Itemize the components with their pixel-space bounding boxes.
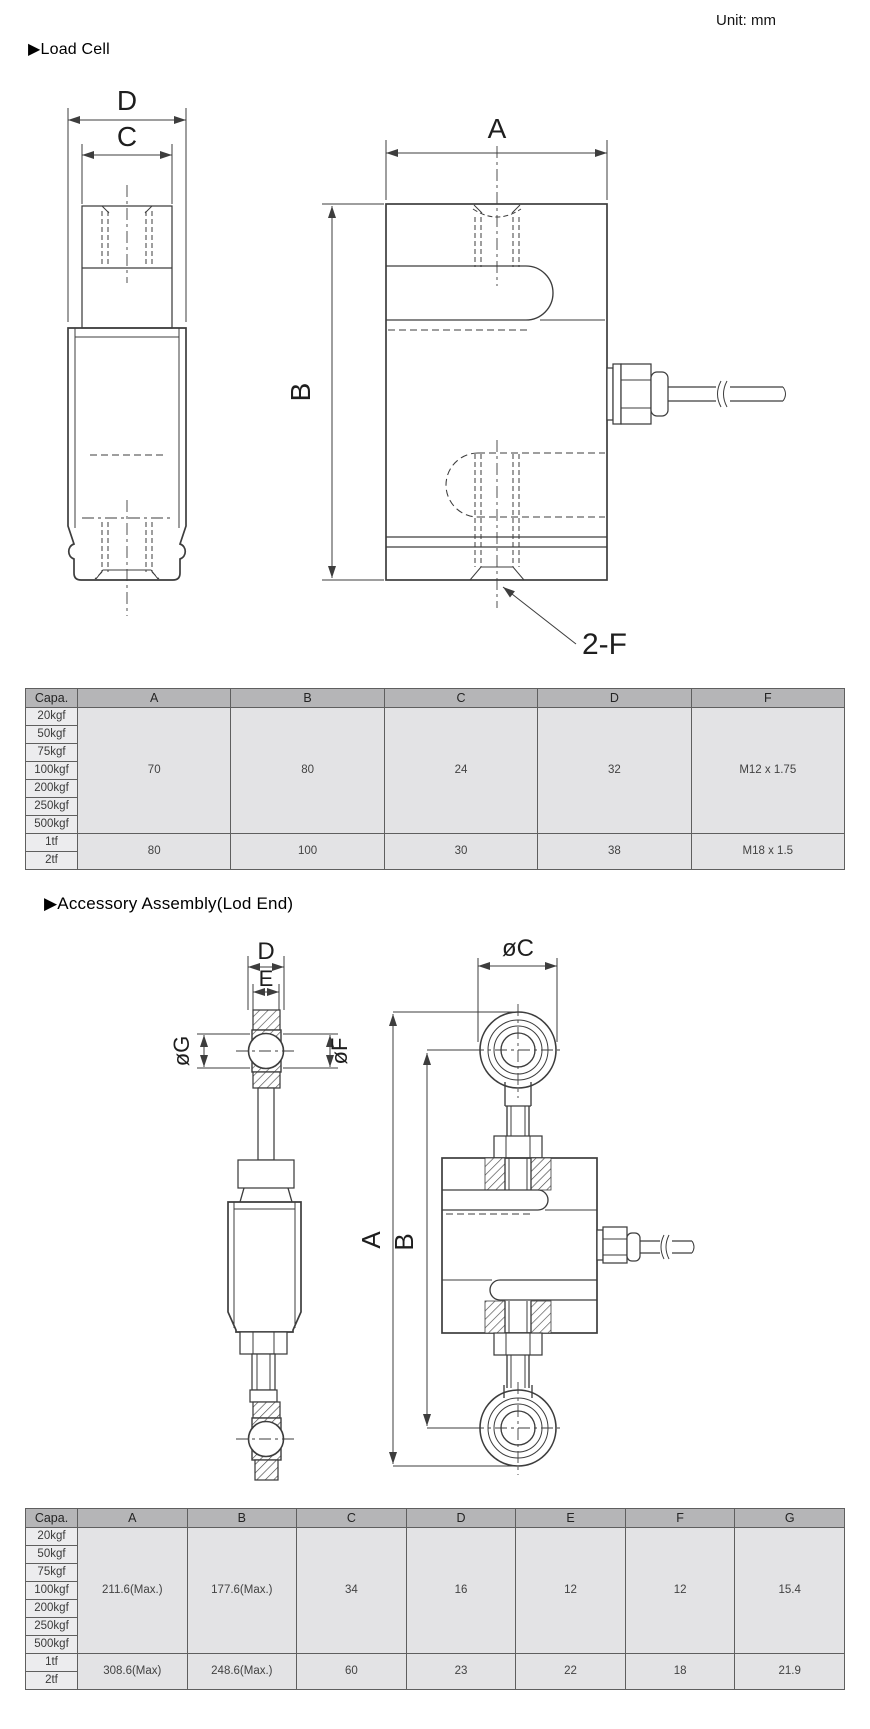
value-cell: 177.6(Max.) — [187, 1528, 297, 1654]
header-cell: D — [538, 689, 691, 708]
accessory-assembly-drawing — [0, 930, 870, 1502]
capacity-cell: 250kgf — [26, 1618, 78, 1636]
value-cell: 80 — [78, 834, 231, 870]
header-cell: C — [297, 1509, 407, 1528]
cable-gland — [597, 1227, 694, 1263]
value-cell: 18 — [625, 1654, 735, 1690]
capacity-cell: 500kgf — [26, 1636, 78, 1654]
capacity-cell: 50kgf — [26, 1546, 78, 1564]
header-cell: Capa. — [26, 689, 78, 708]
load-cell-dimensions-table — [25, 688, 845, 870]
value-cell: 308.6(Max) — [78, 1654, 188, 1690]
capacity-cell: 75kgf — [26, 744, 78, 762]
dim-label-a: A — [487, 113, 507, 144]
value-cell: 38 — [538, 834, 691, 870]
value-cell: 70 — [78, 708, 231, 834]
value-cell: 12 — [625, 1528, 735, 1654]
capacity-cell: 2tf — [26, 852, 78, 870]
capacity-cell: 1tf — [26, 1654, 78, 1672]
capacity-cell: 500kgf — [26, 816, 78, 834]
value-cell: 248.6(Max.) — [187, 1654, 297, 1690]
header-cell: A — [78, 1509, 188, 1528]
header-cell: A — [78, 689, 231, 708]
accessory-dimensions-table — [25, 1508, 845, 1690]
value-cell: 16 — [406, 1528, 516, 1654]
value-cell: 30 — [384, 834, 537, 870]
dim-label-e: E — [258, 966, 274, 991]
capacity-cell: 200kgf — [26, 780, 78, 798]
table-header-row — [26, 689, 845, 708]
dim-label-d: D — [257, 938, 275, 965]
value-cell: 23 — [406, 1654, 516, 1690]
capacity-cell: 20kgf — [26, 708, 78, 726]
unit-note: Unit: mm — [716, 12, 776, 29]
capacity-cell: 200kgf — [26, 1600, 78, 1618]
capacity-cell: 50kgf — [26, 726, 78, 744]
rod-end-side-view — [169, 938, 352, 1480]
value-cell: 24 — [384, 708, 537, 834]
dim-label-og: øG — [169, 1035, 194, 1067]
capacity-cell: 100kgf — [26, 1582, 78, 1600]
capacity-cell: 20kgf — [26, 1528, 78, 1546]
value-cell: 100 — [231, 834, 384, 870]
capacity-cell: 250kgf — [26, 798, 78, 816]
value-cell: 22 — [516, 1654, 626, 1690]
dim-label-b: B — [285, 382, 316, 402]
accessory-section-title: ▶Accessory Assembly(Lod End) — [44, 894, 294, 913]
dim-label-c: C — [116, 121, 138, 152]
cable-gland — [607, 364, 786, 424]
dim-label-b: B — [389, 1233, 419, 1251]
dim-label-d: D — [116, 85, 138, 116]
header-cell: F — [691, 689, 844, 708]
load-cell-front-view — [285, 113, 786, 661]
header-cell: E — [516, 1509, 626, 1528]
table-row — [26, 1654, 845, 1672]
assembly-front-view — [356, 935, 694, 1475]
thread-callout-label: 2-F — [582, 628, 627, 661]
capacity-cell: 100kgf — [26, 762, 78, 780]
table-row — [26, 1528, 845, 1546]
value-cell: M12 x 1.75 — [691, 708, 844, 834]
value-cell: 80 — [231, 708, 384, 834]
value-cell: 60 — [297, 1654, 407, 1690]
capacity-cell: 75kgf — [26, 1564, 78, 1582]
value-cell: M18 x 1.5 — [691, 834, 844, 870]
header-cell: G — [735, 1509, 845, 1528]
dim-label-a: A — [356, 1231, 386, 1249]
value-cell: 34 — [297, 1528, 407, 1654]
value-cell: 21.9 — [735, 1654, 845, 1690]
dim-label-oc: øC — [502, 935, 534, 962]
header-cell: B — [231, 689, 384, 708]
value-cell: 32 — [538, 708, 691, 834]
load-cell-side-view — [68, 85, 186, 616]
capacity-cell: 2tf — [26, 1672, 78, 1690]
header-cell: C — [384, 689, 537, 708]
table-row — [26, 708, 845, 726]
dim-label-of: øF — [327, 1037, 352, 1065]
value-cell: 211.6(Max.) — [78, 1528, 188, 1654]
value-cell: 15.4 — [735, 1528, 845, 1654]
header-cell: F — [625, 1509, 735, 1528]
header-cell: Capa. — [26, 1509, 78, 1528]
table-header-row — [26, 1509, 845, 1528]
value-cell: 12 — [516, 1528, 626, 1654]
header-cell: B — [187, 1509, 297, 1528]
load-cell-drawing — [0, 60, 870, 686]
capacity-cell: 1tf — [26, 834, 78, 852]
header-cell: D — [406, 1509, 516, 1528]
table-row — [26, 834, 845, 852]
load-cell-section-title: ▶Load Cell — [28, 41, 110, 58]
